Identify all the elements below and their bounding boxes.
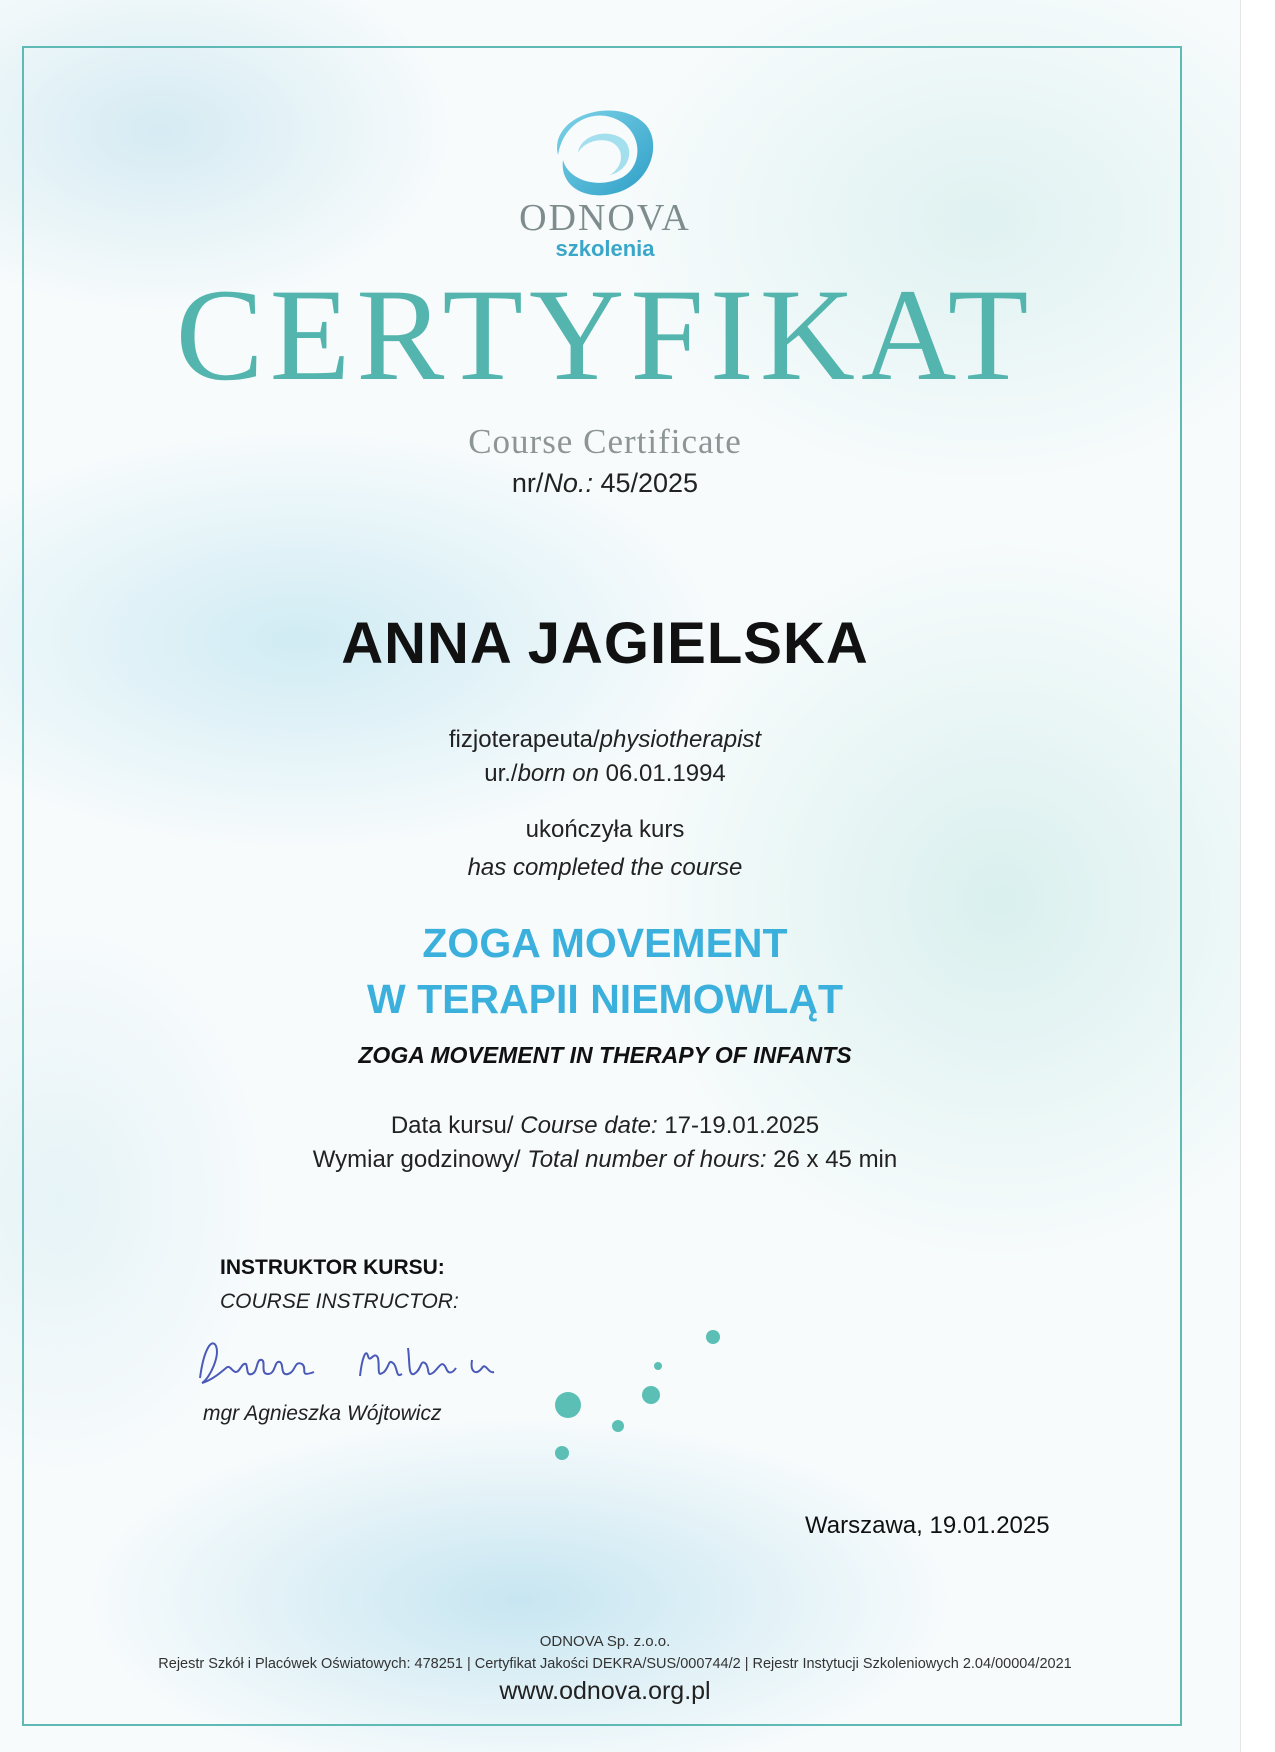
scan-margin: [1240, 0, 1275, 1752]
instructor-label-pl: INSTRUKTOR KURSU:: [220, 1256, 445, 1279]
ink-splash-decoration: [654, 1362, 662, 1370]
instructor-name: mgr Agnieszka Wójtowicz: [203, 1402, 442, 1425]
footer-registry: Rejestr Szkół i Placówek Oświatowych: 478251 | Certyfikat Jakości DEKRA/SUS/000744/2 | Rejestr Instytucji Szkoleniowych 2.04/00004/2021: [158, 1656, 1072, 1672]
course-date-value: 17-19.01.2025: [664, 1112, 820, 1139]
course-date: [0, 1112, 1210, 1140]
born-date: 06.01.1994: [605, 760, 726, 787]
course-title-line1: ZOGA MOVEMENT: [422, 920, 788, 966]
born-label-pl: ur./: [484, 760, 518, 787]
course-title-line2: W TERAPII NIEMOWLĄT: [366, 976, 843, 1022]
recipient-name: ANNA JAGIELSKA: [341, 611, 869, 676]
recipient-profession: [0, 726, 1210, 754]
ink-splash-decoration: [555, 1446, 569, 1460]
number-label-pl: nr/: [511, 468, 544, 498]
ink-splash-decoration: [642, 1386, 660, 1404]
number-value: 45/2025: [600, 468, 699, 498]
course-hours-label-en: Total number of hours:: [527, 1146, 767, 1173]
instructor-signature: [190, 1328, 530, 1398]
ink-splash-decoration: [706, 1330, 720, 1344]
course-hours-label-pl: Wymiar godzinowy/: [312, 1146, 521, 1173]
brand-subtitle: szkolenia: [555, 236, 655, 261]
number-label-en: No.:: [543, 468, 593, 498]
completion-en: has completed the course: [467, 854, 743, 881]
footer-website: www.odnova.org.pl: [499, 1677, 711, 1705]
course-hours: [0, 1146, 1210, 1174]
footer-company: ODNOVA Sp. z.o.o.: [539, 1633, 671, 1650]
instructor-label-en: COURSE INSTRUCTOR:: [220, 1290, 459, 1313]
profession-en: physiotherapist: [599, 726, 762, 753]
completion-pl: ukończyła kurs: [525, 816, 685, 843]
certificate-subtitle: Course Certificate: [468, 422, 742, 461]
odnova-logo-icon: [538, 95, 668, 205]
place-and-date: Warszawa, 19.01.2025: [805, 1512, 1050, 1539]
born-label-en: born on: [517, 760, 599, 787]
certificate-number: [0, 468, 1210, 499]
certificate-title: CERTYFIKAT: [175, 261, 1035, 408]
profession-pl: fizjoterapeuta/: [448, 726, 600, 753]
course-hours-value: 26 x 45 min: [773, 1146, 898, 1173]
course-title-en: ZOGA MOVEMENT IN THERAPY OF INFANTS: [358, 1042, 852, 1068]
ink-splash-decoration: [612, 1420, 624, 1432]
course-date-label-pl: Data kursu/: [390, 1112, 514, 1139]
recipient-birth: [0, 760, 1210, 788]
ink-splash-decoration: [555, 1392, 581, 1418]
brand-name: ODNOVA: [519, 197, 691, 239]
course-date-label-en: Course date:: [520, 1112, 658, 1139]
